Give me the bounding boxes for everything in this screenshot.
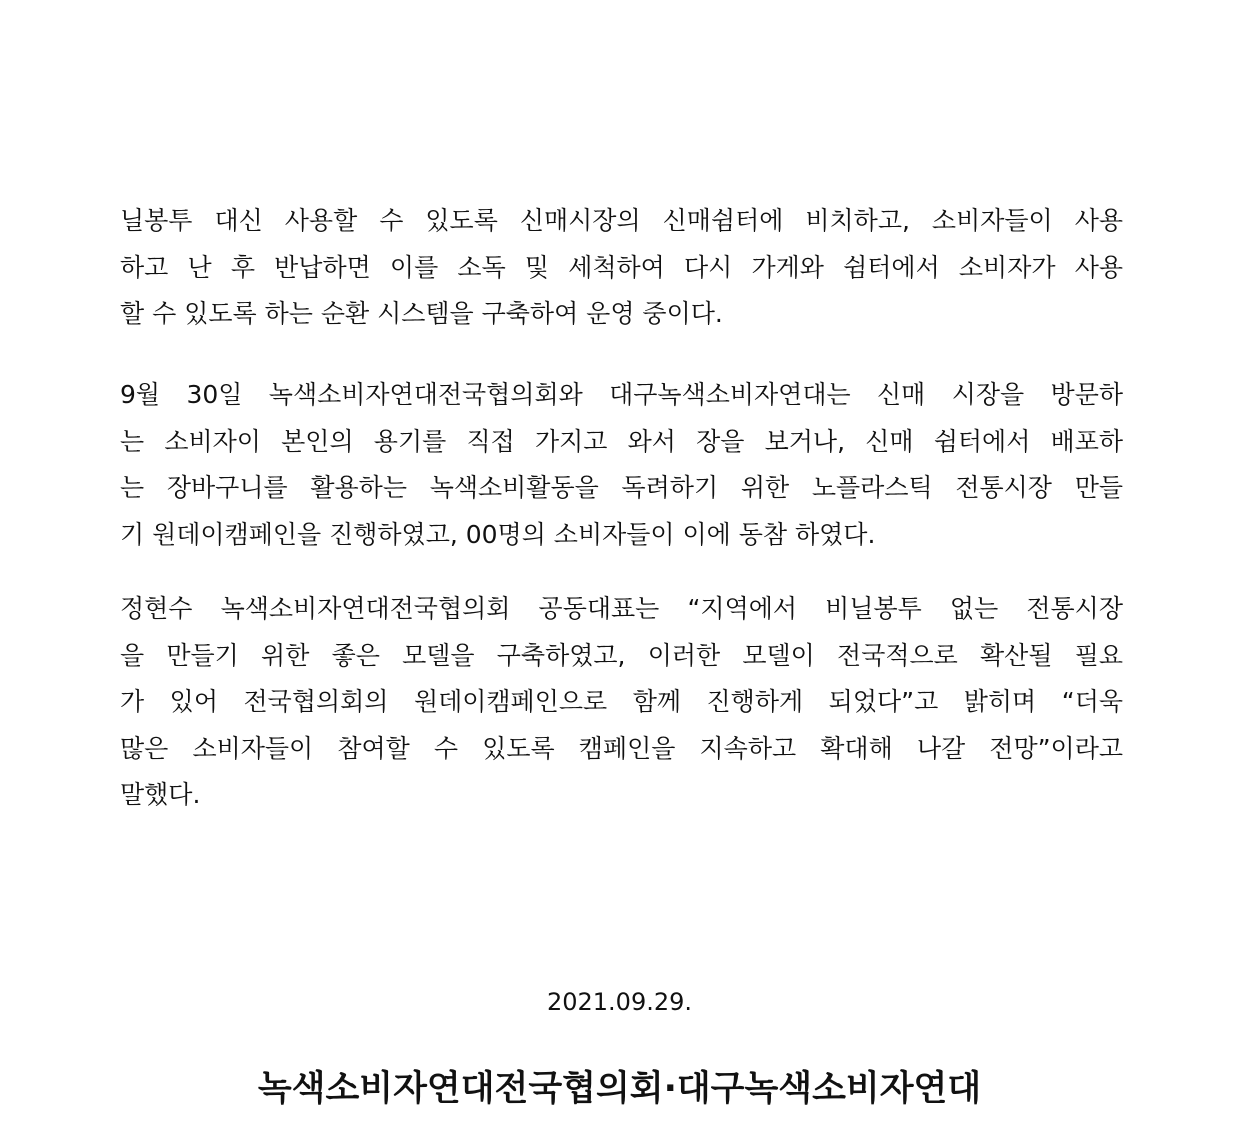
paragraph-line: 는 소비자이 본인의 용기를 직접 가지고 와서 장을 보거나, 신매 쉼터에서 배포하 — [120, 426, 1123, 456]
paragraph-line: 는 장바구니를 활용하는 녹색소비활동을 독려하기 위한 노플라스틱 전통시장 만들 — [120, 473, 1123, 502]
paragraph-line: 가 있어 전국협의회의 원데이캠페인으로 함께 진행하게 되었다”고 밝히며 “더욱 — [120, 687, 1123, 716]
paragraph-line: 할 수 있도록 하는 순환 시스템을 구축하여 운영 중이다. — [120, 299, 723, 328]
paragraph-line: 말했다. — [120, 780, 201, 809]
paragraph-2 — [120, 372, 1123, 558]
paragraph-line: 하고 난 후 반납하면 이를 소독 및 세척하여 다시 가게와 쉼터에서 소비자가 사용 — [120, 252, 1123, 282]
paragraph-line: 닐봉투 대신 사용할 수 있도록 신매시장의 신매쉼터에 비치하고, 소비자들이 사용 — [120, 206, 1123, 235]
paragraph-line: 정현수 녹색소비자연대전국협의회 공동대표는 “지역에서 비닐봉투 없는 전통시장 — [120, 594, 1123, 623]
paragraph-line: 을 만들기 위한 좋은 모델을 구축하였고, 이러한 모델이 전국적으로 확산될 필요 — [120, 640, 1123, 670]
paragraph-line: 기 원데이캠페인을 진행하였고, 00명의 소비자들이 이에 동참 하였다. — [120, 519, 876, 549]
paragraph-1 — [120, 198, 1123, 338]
paragraph-3 — [120, 586, 1123, 819]
paragraph-line: 9월 30일 녹색소비자연대전국협의회와 대구녹색소비자연대는 신매 시장을 방문하 — [120, 380, 1123, 409]
organization-signature: 녹색소비자연대전국협의회·대구녹색소비자연대 — [257, 1069, 982, 1109]
paragraph-line: 많은 소비자들이 참여할 수 있도록 캠페인을 지속하고 확대해 나갈 전망”이라고 — [120, 733, 1123, 763]
document-date: 2021.09.29. — [546, 988, 693, 1016]
